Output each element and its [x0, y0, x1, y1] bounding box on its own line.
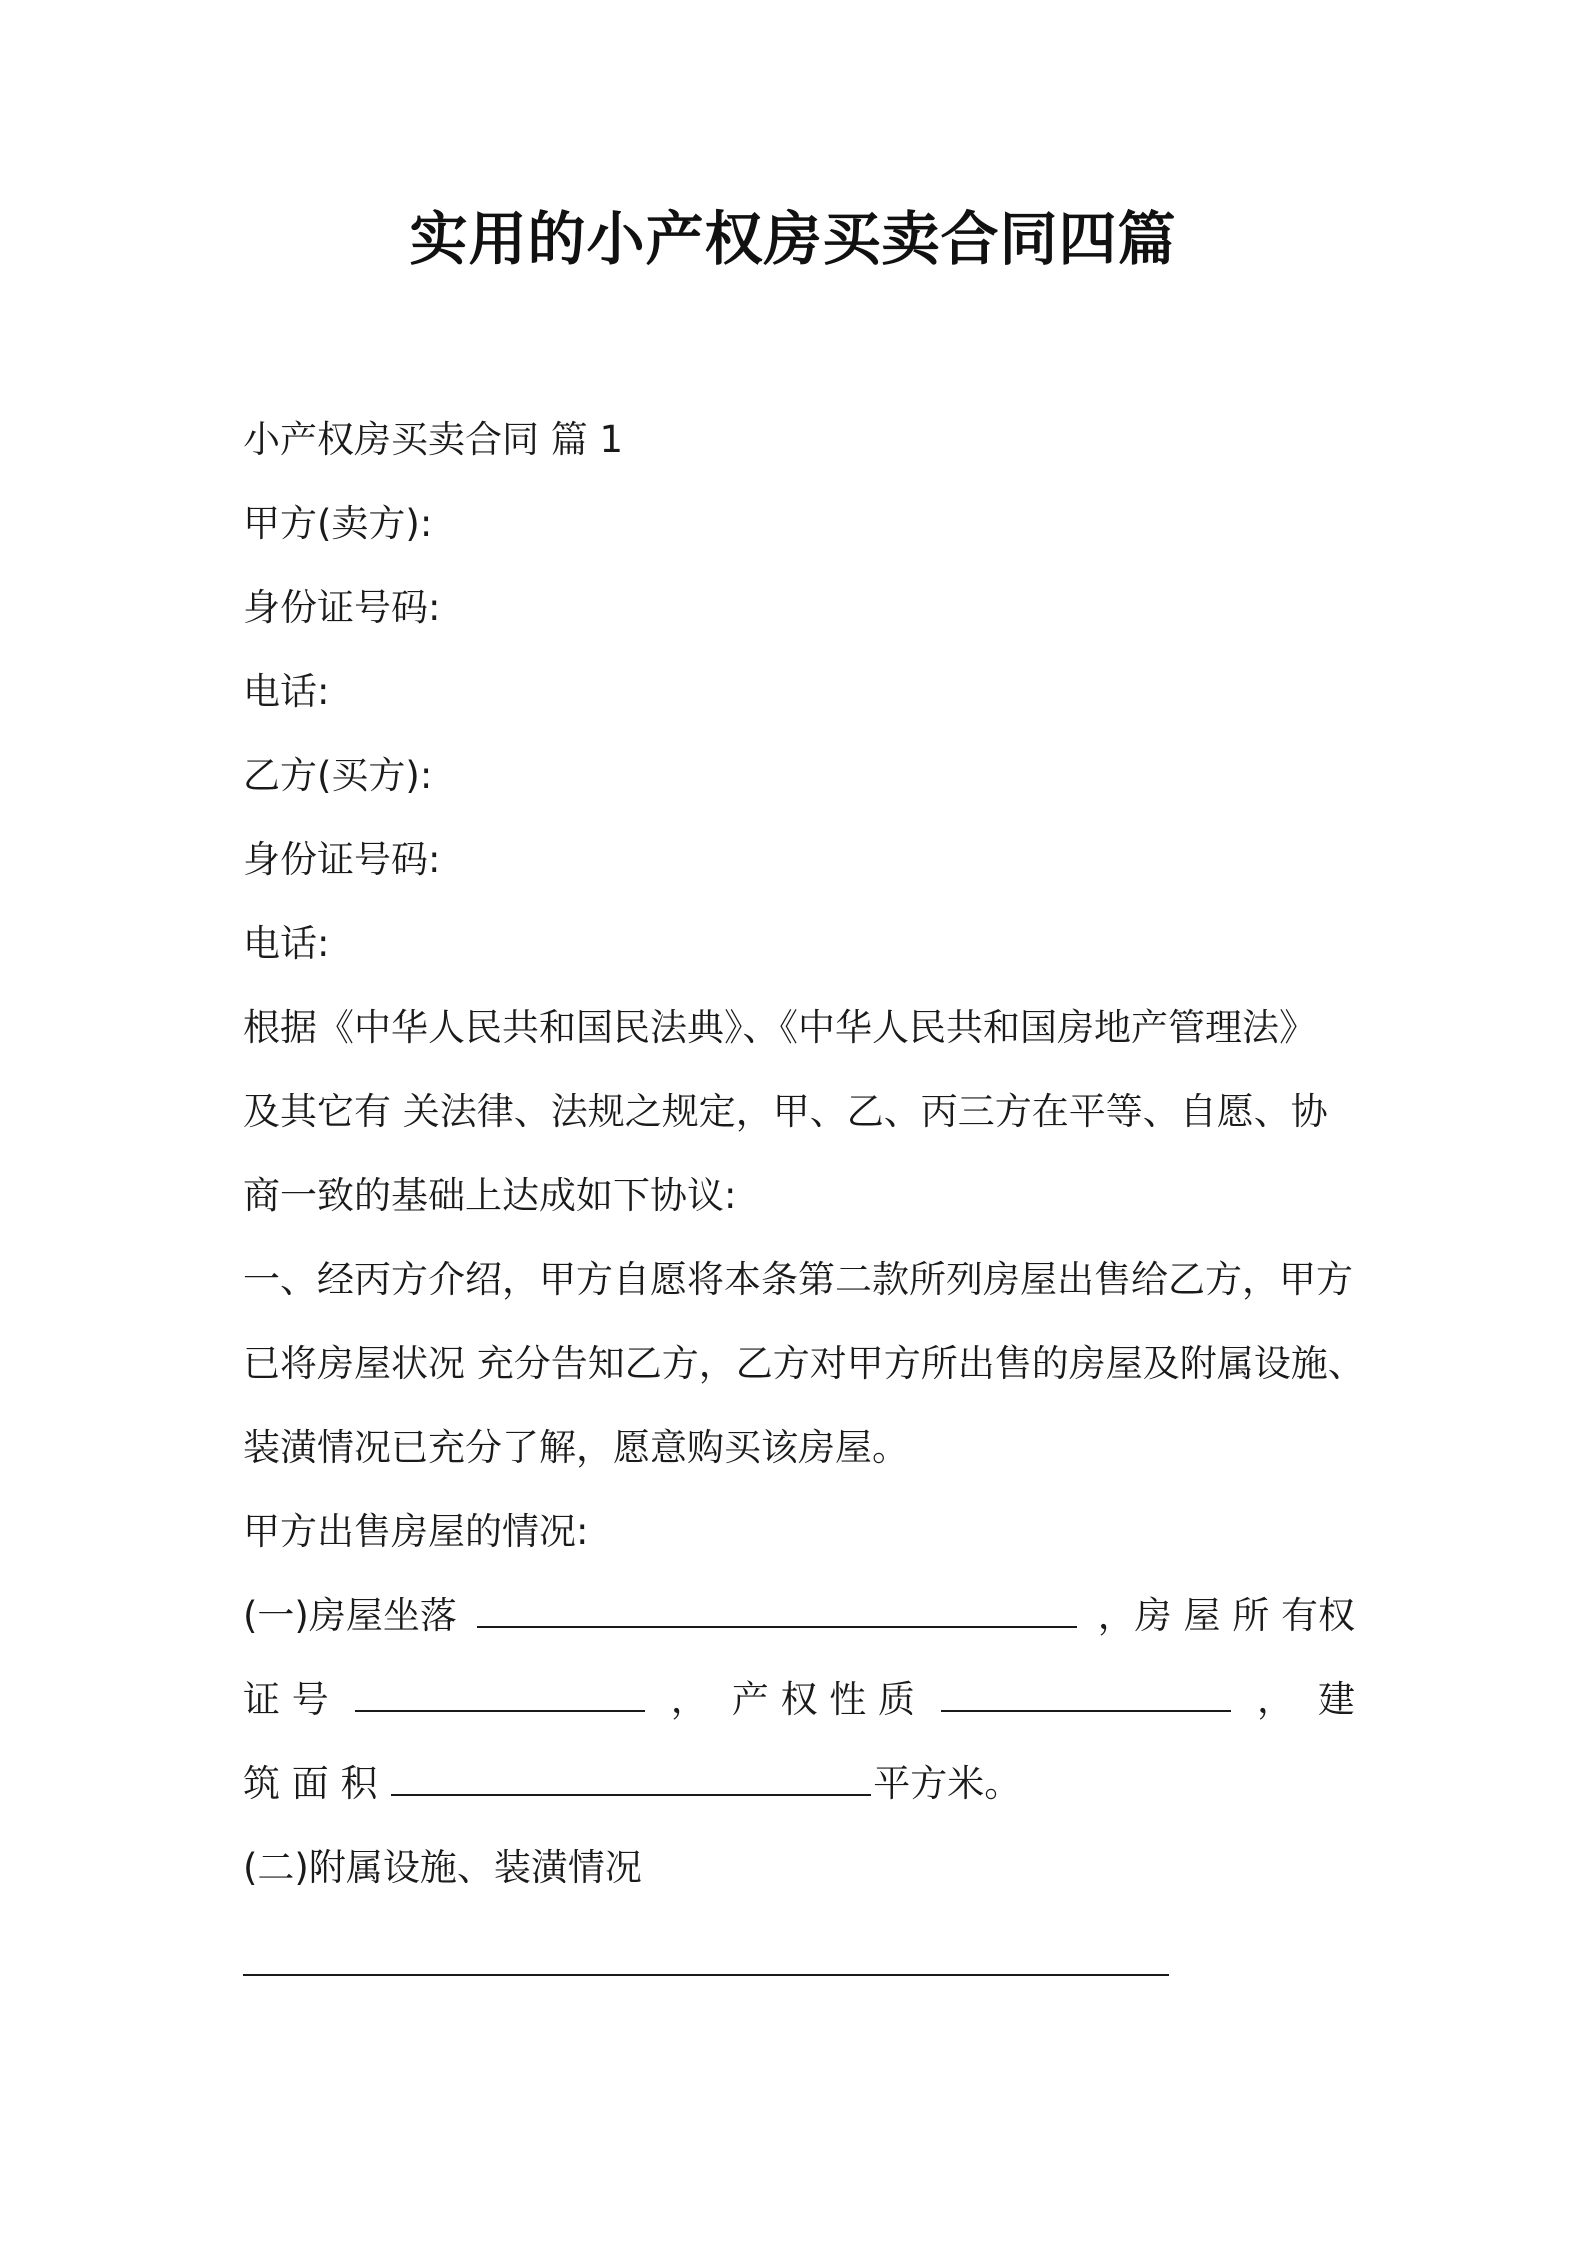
- party-a-id-label: 身份证号码:: [243, 586, 441, 629]
- party-a-label: 甲方(卖方):: [243, 502, 433, 545]
- area-label: 筑 面 积: [243, 1762, 378, 1805]
- area-unit: 平方米。: [873, 1762, 1022, 1805]
- build-label: 建: [1317, 1678, 1355, 1721]
- preamble-line-1: 根据《中华人民共和国民法典》、《中华人民共和国房地产管理法》: [243, 1006, 1316, 1049]
- item-one-location-label: (一)房屋坐落: [243, 1594, 457, 1637]
- facilities-blank: [243, 1974, 1169, 1976]
- preamble-line-3: 商一致的基础上达成如下协议:: [243, 1174, 737, 1217]
- ownership-cert-label: ，房 屋 所 有权: [1097, 1594, 1355, 1637]
- party-b-label: 乙方(买方):: [243, 754, 433, 797]
- item-two-label: (二)附属设施、装潢情况: [243, 1846, 642, 1889]
- nature-comma: ，: [1256, 1678, 1294, 1721]
- cert-number-blank: [355, 1680, 645, 1712]
- cert-number-label: 证 号: [243, 1678, 329, 1721]
- document-title: 实用的小产权房买卖合同四篇: [409, 205, 1177, 273]
- item-one-area-row: [243, 1762, 1021, 1806]
- item-one-cert-row: [243, 1678, 1355, 1722]
- property-nature-blank: [941, 1680, 1231, 1712]
- clause-one-line-3: 装潢情况已充分了解，愿意购买该房屋。: [243, 1426, 909, 1469]
- party-a-phone-label: 电话:: [243, 670, 330, 713]
- party-b-id-label: 身份证号码:: [243, 838, 441, 881]
- clause-one-line-1: 一、经丙方介绍，甲方自愿将本条第二款所列房屋出售给乙方，甲方: [243, 1258, 1353, 1301]
- preamble-line-2: 及其它有 关法律、法规之规定，甲、乙、丙三方在平等、自愿、协: [243, 1090, 1328, 1133]
- clause-one-line-2: 已将房屋状况 充分告知乙方，乙方对甲方所出售的房屋及附属设施、: [243, 1342, 1365, 1385]
- sale-situation-heading: 甲方出售房屋的情况:: [243, 1510, 589, 1553]
- cert-comma: ，: [670, 1678, 708, 1721]
- location-blank: [477, 1596, 1077, 1628]
- item-one-location-row: [243, 1594, 1355, 1638]
- section-heading: 小产权房买卖合同 篇 1: [243, 418, 624, 461]
- party-b-phone-label: 电话:: [243, 922, 330, 965]
- property-nature-label: 产 权 性 质: [731, 1678, 916, 1721]
- area-blank: [391, 1764, 871, 1796]
